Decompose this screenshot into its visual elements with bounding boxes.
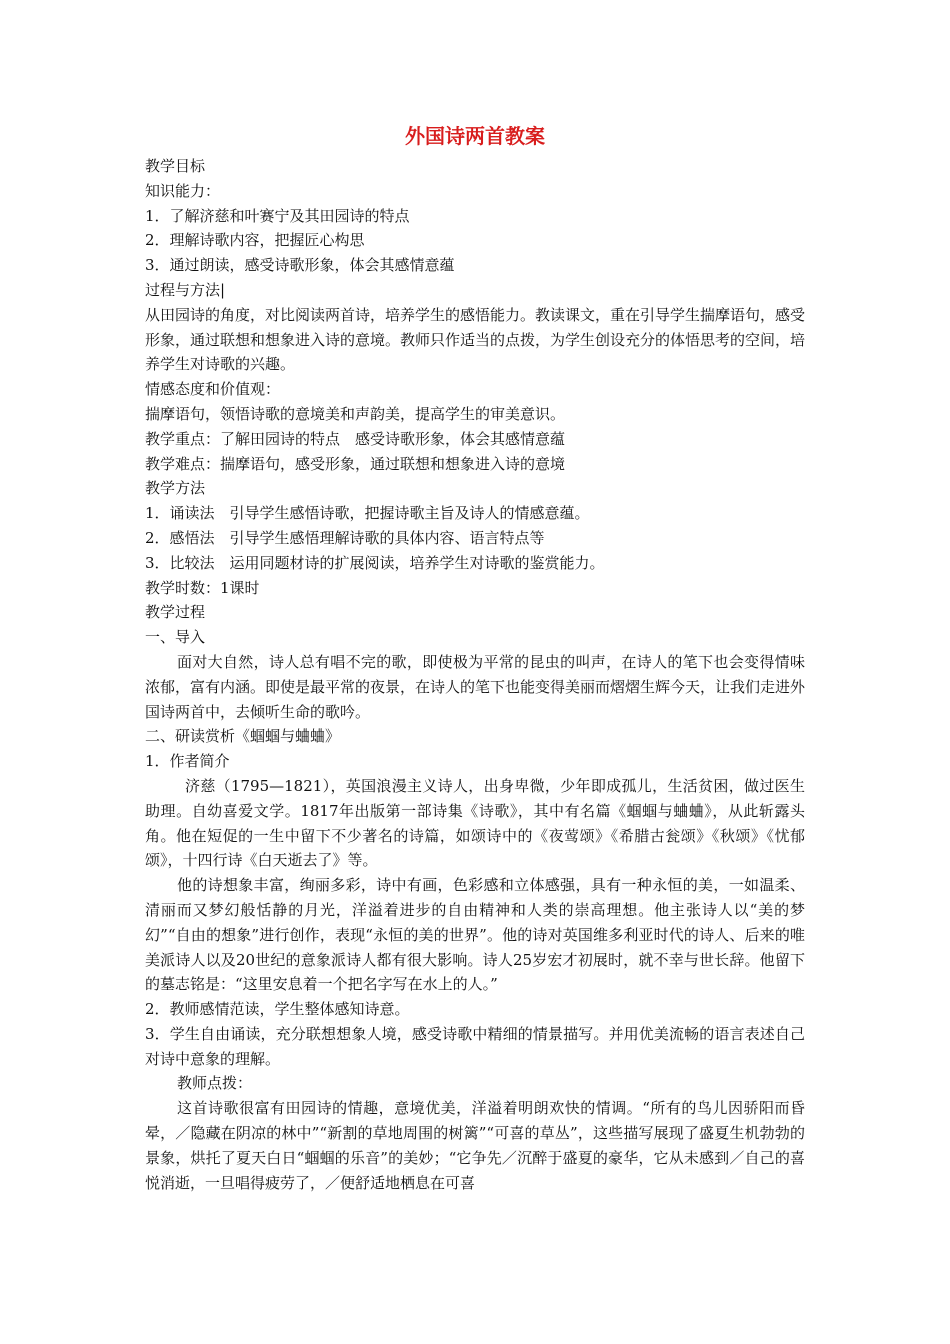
text-line: 教学重点：了解田园诗的特点 感受诗歌形象，体会其感情意蕴 [145, 429, 566, 448]
text-line: 教学难点：揣摩语句，感受形象，通过联想和想象进入诗的意境 [145, 454, 566, 473]
paragraph: 这首诗歌很富有田园诗的情趣，意境优美，洋溢着明朗欢快的情调。“所有的鸟儿因骄阳而昏晕，／隐藏在阴凉的林中”“新割的草地周围的树篱”“可喜的草丛”，这些描写展现了盛夏生机勃勃的景象，烘托了夏天白日“蝈蝈的乐音”的美妙；“它争先／沉醉于盛夏的豪华，它从未感到／自己的喜悦消逝，一旦唱得疲劳了，／便舒适地栖息在可喜 [145, 1099, 805, 1192]
text-line: 2．教师感情范读，学生整体感知诗意。 [145, 1000, 410, 1019]
text-line: 教学过程 [145, 603, 206, 622]
text-line: 二、研读赏析《蝈蝈与蛐蛐》 [145, 727, 341, 746]
document-page [145, 120, 805, 1195]
paragraph: 他的诗想象丰富，绚丽多彩，诗中有画，色彩感和立体感强，具有一种永恒的美，一如温柔、清丽而又梦幻般恬静的月光，洋溢着进步的自由精神和人类的崇高理想。他主张诗人以“美的梦幻”“自由的想象”进行创作，表现“永恒的美的世界”。他的诗对英国维多利亚时代的诗人、后来的唯美派诗人以及20世纪的意象派诗人都有很大影响。诗人25岁宏才初展时，就不幸与世长辞。他留下的墓志铭是：“这里安息着一个把名字写在水上的人。” [145, 876, 805, 994]
text-line: 3．比较法 运用同题材诗的扩展阅读，培养学生对诗歌的鉴赏能力。 [145, 553, 605, 572]
document-title: 外国诗两首教案 [405, 124, 545, 148]
paragraph: 从田园诗的角度，对比阅读两首诗，培养学生的感悟能力。教读课文，重在引导学生揣摩语句，感受形象，通过联想和想象进入诗的意境。教师只作适当的点拨，为学生创设充分的体悟思考的空间，培养学生对诗歌的兴趣。 [145, 305, 806, 374]
text-line: 1．作者简介 [145, 752, 230, 771]
document-body [145, 154, 805, 1195]
text-line: 3．通过朗读，感受诗歌形象，体会其感情意蕴 [145, 256, 455, 275]
paragraph: 济慈（1795—1821），英国浪漫主义诗人，出身卑微，少年即成孤儿，生活贫困，做过医生助理。自幼喜爱文学。1817年出版第一部诗集《诗歌》，其中有名篇《蝈蝈与蛐蛐》，从此斩露头角。他在短促的一生中留下不少著名的诗篇，如颂诗中的《夜莺颂》《希腊古瓮颂》《秋颂》《忧郁颂》，十四行诗《白天逝去了》等。 [145, 776, 805, 870]
text-line: 2．理解诗歌内容，把握匠心构思 [145, 231, 365, 250]
text-line: 2．感悟法 引导学生感悟理解诗歌的具体内容、语言特点等 [145, 528, 545, 547]
text-line: 过程与方法| [145, 280, 226, 299]
text-line: 揣摩语句，领悟诗歌的意境美和声韵美，提高学生的审美意识。 [145, 404, 566, 423]
paragraph: 教师点拨： [177, 1074, 253, 1093]
text-line: 一、导入 [145, 628, 206, 647]
text-line: 教学目标 [145, 157, 206, 175]
text-line: 教学时数：1课时 [145, 578, 260, 597]
text-line: 1．了解济慈和叶赛宁及其田园诗的特点 [145, 206, 410, 225]
text-line: 知识能力： [145, 181, 221, 200]
paragraph: 3．学生自由诵读，充分联想想象人境，感受诗歌中精细的情景描写。并用优美流畅的语言表述自己对诗中意象的理解。 [145, 1024, 805, 1068]
text-line: 教学方法 [145, 479, 206, 498]
paragraph: 面对大自然，诗人总有唱不完的歌，即使极为平常的昆虫的叫声，在诗人的笔下也会变得情味浓郁，富有内涵。即使是最平常的夜景，在诗人的笔下也能变得美丽而熠熠生辉今天，让我们走进外国诗两首中，去倾听生命的歌吟。 [145, 652, 806, 721]
text-line: 情感态度和价值观： [145, 380, 281, 399]
text-line: 1．诵读法 引导学生感悟诗歌，把握诗歌主旨及诗人的情感意蕴。 [145, 504, 590, 523]
